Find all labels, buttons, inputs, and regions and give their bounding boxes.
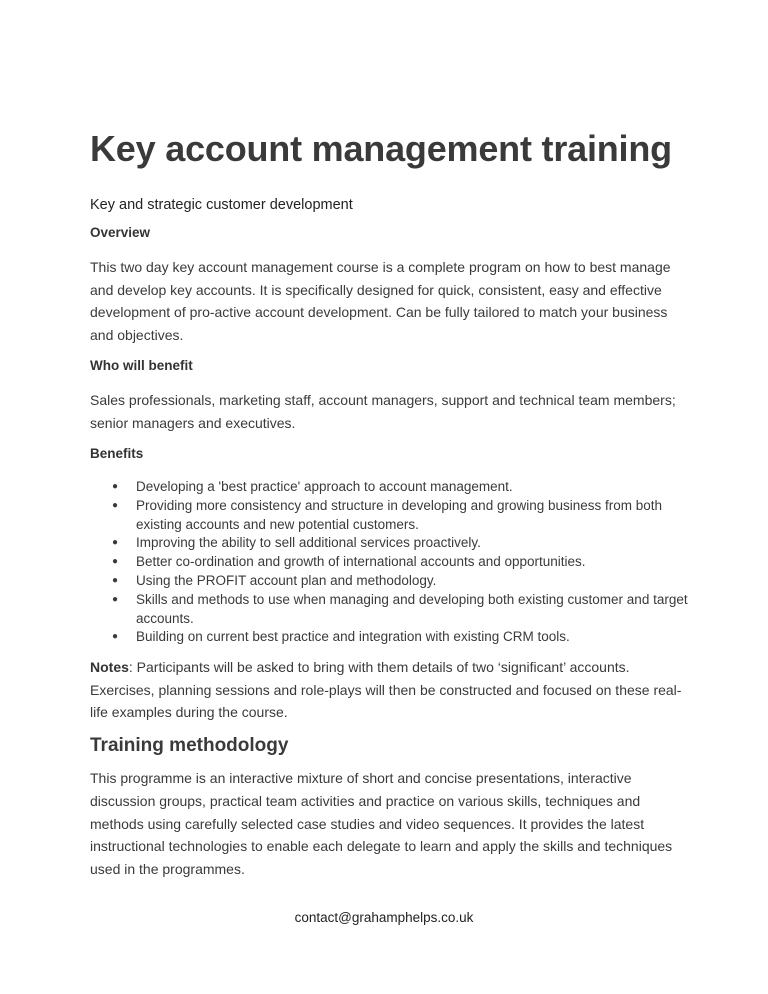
notes-paragraph [90,656,690,724]
bullet-icon: ● [112,631,119,643]
document-page [90,0,690,994]
list-item-text: Building on current best practice and integration with existing CRM tools. [136,629,570,645]
bullet-icon: ● [112,499,119,511]
bullet-icon: ● [112,481,119,492]
training-methodology-text: This programme is an interactive mixture of short and concise presentations, interactive discussion groups, practical team activities and practice on various skills, techniques and methods using carefully selected case studies and video sequences. It provides the latest instructional technologies to enable each delegate to learn and apply the skills and techniques used in the programmes. [90,770,673,878]
list-item-text: Better co-ordination and growth of international accounts and opportunities. [136,554,586,570]
list-item [90,478,690,497]
footer-contact: contact@grahamphelps.co.uk [294,910,474,925]
bullet-icon: ● [112,537,119,549]
who-will-benefit-heading: Who will benefit [90,358,193,373]
training-methodology-heading: Training methodology [90,735,289,756]
who-will-benefit-text: Sales professionals, marketing staff, account managers, support and technical team members; senior managers and executives. [90,392,676,431]
notes-text: : Participants will be asked to bring with them details of two ‘significant’ accounts. Exercises, planning sessions and role-plays will then be constructed and focused on these real-life examples during the course. [90,659,682,721]
benefits-list [90,478,690,647]
overview-text: This two day key account management course is a complete program on how to best manage and develop key accounts. It is specifically designed for quick, consistent, easy and effective development of pro-active account development. Can be fully tailored to match your business and objectives. [90,259,671,343]
list-item-text: Skills and methods to use when managing and developing both existing customer and target accounts. [136,591,688,626]
benefits-heading: Benefits [90,446,144,461]
list-item-text: Developing a 'best practice' approach to account management. [136,479,513,494]
list-item [90,572,690,591]
bullet-icon: ● [112,556,119,568]
list-item-text: Using the PROFIT account plan and methodology. [136,572,437,588]
notes-label: Notes [90,659,129,675]
list-item [90,497,690,535]
bullet-icon: ● [112,593,119,605]
list-item-text: Improving the ability to sell additional services proactively. [136,535,481,551]
document-subtitle: Key and strategic customer development [90,197,353,213]
list-item-text: Providing more consistency and structure in developing and growing business from both existing accounts and new potential customers. [136,497,663,532]
document-title: Key account management training [90,128,672,169]
list-item [90,553,690,572]
list-item [90,591,690,629]
list-item [90,628,690,647]
bullet-icon: ● [112,574,119,586]
list-item [90,534,690,553]
overview-heading: Overview [90,225,151,240]
